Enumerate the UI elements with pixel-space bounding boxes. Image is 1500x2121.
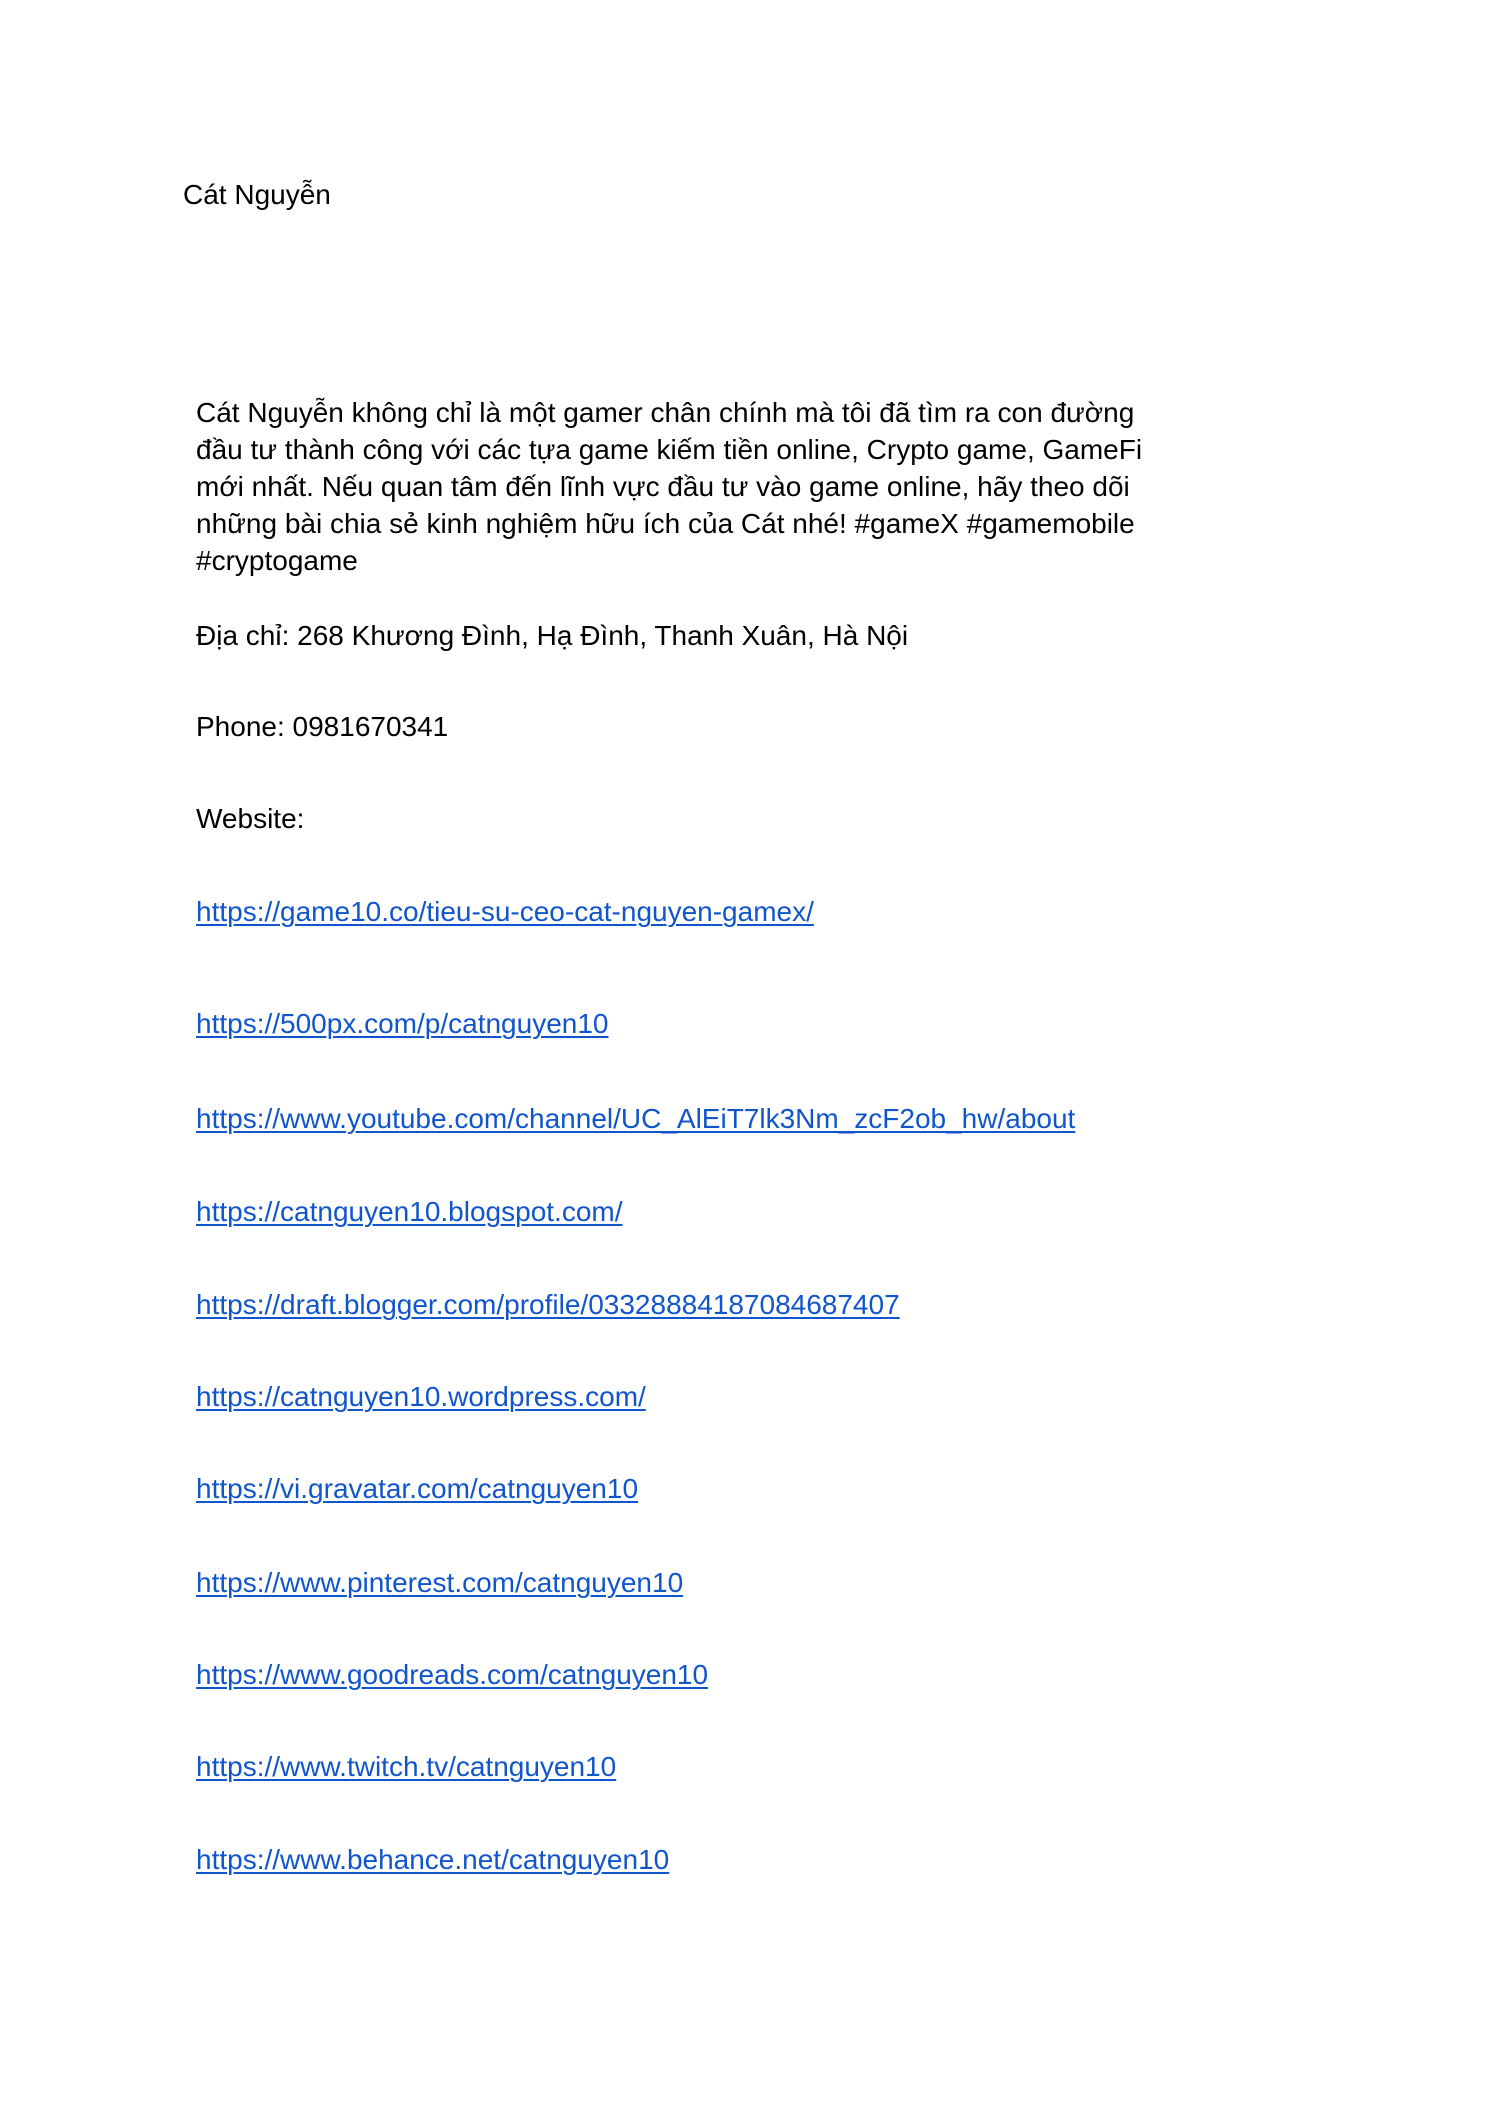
- bio-line-4: những bài chia sẻ kinh nghiệm hữu ích của Cát nhé! #gameX #gamemobile: [196, 508, 1135, 539]
- address-text: Địa chỉ: 268 Khương Đình, Hạ Đình, Thanh Xuân, Hà Nội: [196, 620, 909, 651]
- link-youtube[interactable]: https://www.youtube.com/channel/UC_AlEiT7lk3Nm_zcF2ob_hw/about: [196, 1103, 1076, 1134]
- link-game10[interactable]: https://game10.co/tieu-su-ceo-cat-nguyen-gamex/: [196, 896, 814, 927]
- phone-text: Phone: 0981670341: [196, 711, 449, 742]
- bio-line-1: Cát Nguyễn không chỉ là một gamer chân chính mà tôi đã tìm ra con đường: [196, 397, 1135, 428]
- website-label: Website:: [196, 803, 305, 834]
- link-blogger[interactable]: https://draft.blogger.com/profile/03328884187084687407: [196, 1289, 900, 1320]
- link-500px[interactable]: https://500px.com/p/catnguyen10: [196, 1008, 609, 1039]
- link-blogspot[interactable]: https://catnguyen10.blogspot.com/: [196, 1196, 623, 1227]
- link-twitch[interactable]: https://www.twitch.tv/catnguyen10: [196, 1751, 617, 1782]
- bio-line-2: đầu tư thành công với các tựa game kiếm tiền online, Crypto game, GameFi: [196, 434, 1143, 465]
- link-pinterest[interactable]: https://www.pinterest.com/catnguyen10: [196, 1567, 684, 1598]
- link-behance[interactable]: https://www.behance.net/catnguyen10: [196, 1844, 670, 1875]
- link-goodreads[interactable]: https://www.goodreads.com/catnguyen10: [196, 1659, 709, 1690]
- bio-line-5: #cryptogame: [196, 545, 358, 576]
- bio-line-3: mới nhất. Nếu quan tâm đến lĩnh vực đầu tư vào game online, hãy theo dõi: [196, 471, 1130, 502]
- link-wordpress[interactable]: https://catnguyen10.wordpress.com/: [196, 1381, 646, 1412]
- link-gravatar[interactable]: https://vi.gravatar.com/catnguyen10: [196, 1473, 639, 1504]
- author-name: Cát Nguyễn: [183, 179, 331, 210]
